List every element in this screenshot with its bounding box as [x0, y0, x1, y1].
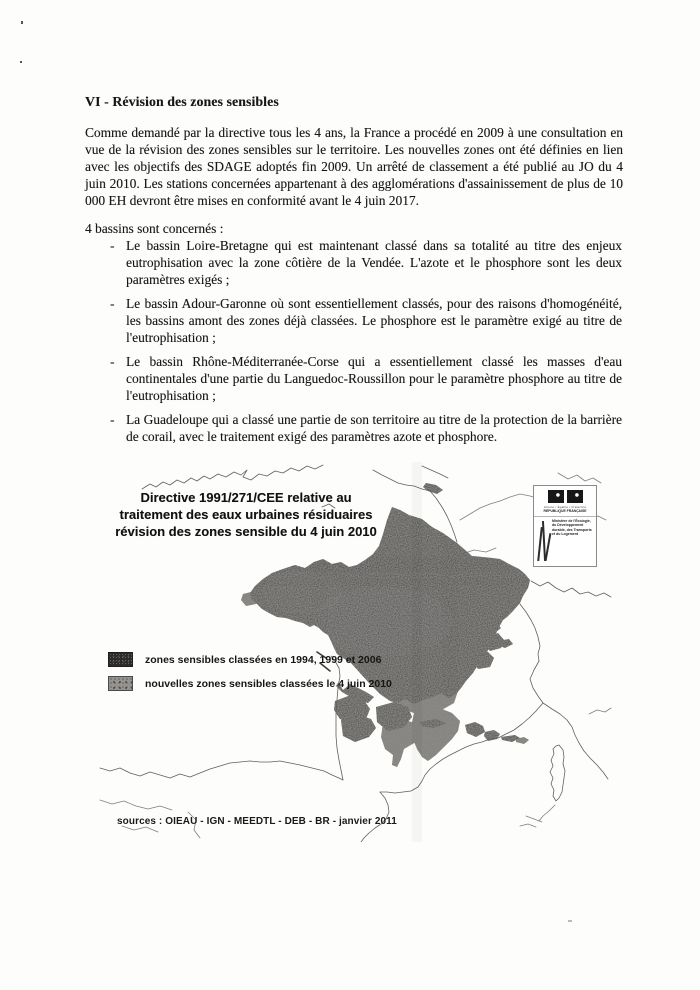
legend-row-new: [108, 676, 392, 691]
bullet-dash: -: [110, 412, 115, 427]
sardinia-line-3: [520, 824, 536, 827]
switzerland-border-north: [531, 581, 611, 597]
map-sources: sources : OIEAU - IGN - MEEDTL - DEB - BR - janvier 2011: [117, 816, 397, 827]
ministry-logo: [533, 485, 597, 567]
germany-line-1: [460, 494, 540, 520]
basin-list: [110, 237, 622, 452]
list-item-text: Le bassin Adour-Garonne où sont essentiellement classés, pour des raisons d'homogénéité, les bassins amont des zones déjà classées. Le phosphore est le paramètre exigé au titre de l'eutrophisation ;: [126, 296, 622, 345]
scan-speck: [568, 920, 572, 922]
list-item: [110, 295, 622, 346]
italy-border-alps: [530, 661, 543, 703]
marianne-flags-icon: [534, 490, 596, 503]
bullet-dash: -: [110, 296, 115, 311]
italy-inner-line: [589, 708, 611, 714]
zone-berre-1: [465, 722, 485, 737]
map-title: [98, 489, 394, 540]
flag-icon: [548, 490, 564, 503]
list-item: [110, 411, 622, 445]
map-legend: [108, 652, 392, 700]
logo-republic: RÉPUBLIQUE FRANÇAISE: [543, 508, 587, 513]
intro-paragraph: Comme demandé par la directive tous les 4 ans, la France a procédé en 2009 à une consultation en vue de la révision des zones sensibles sur le territoire. Les nouvelles zones ont été définies en lien avec les objectifs des SDAGE adoptés fin 2009. Un arrêté de classement a été publié au JO du 4 juin 2010. Les stations concernées appartenant à des agglomérations d'assainissement de plus de 10 000 EH devront être mises en conformité avant le 4 juin 2017.: [85, 125, 623, 209]
logo-motto: Liberté • Égalité • Fraternité: [543, 504, 587, 509]
flag-icon: [567, 490, 583, 503]
legend-label-new: nouvelles zones sensibles classées le 4 juin 2010: [145, 677, 392, 690]
zone-landes: [341, 715, 376, 742]
list-item: [110, 237, 622, 288]
ministry-block: [534, 516, 596, 563]
italy-coastline: [543, 703, 608, 779]
sardinia-line-2: [526, 816, 542, 822]
list-item-text: Le bassin Rhône-Méditerranée-Corse qui a essentiellement classé les masses d'eau continentales d'une partie du Languedoc-Roussillon pour le paramètre phosphore au titre de l'eutrophisation ;: [126, 354, 622, 403]
england-coastline: [142, 465, 323, 489]
zone-zeeland: [423, 483, 443, 494]
section-heading: VI - Révision des zones sensibles: [85, 94, 279, 110]
switzerland-border-west: [520, 604, 540, 661]
republique-francaise-logo: [534, 486, 596, 513]
legend-row-classified: [108, 652, 392, 667]
netherlands-coastline: [422, 466, 448, 478]
map-title-line1: Directive 1991/271/CEE relative au: [140, 490, 352, 505]
map-title-line3: révision des zones sensible du 4 juin 2010: [115, 524, 377, 539]
scan-speck: [21, 21, 23, 24]
list-item-text: La Guadeloupe qui a classé une partie de son territoire au titre de la protection de la barrière de corail, avec le traitement exigé des paramètres azote et phosphore.: [126, 412, 622, 444]
legend-swatch-classified: [108, 652, 133, 667]
corsica-outline: [550, 745, 565, 801]
sardinia-line-1: [539, 805, 555, 821]
spain-inner-line-1: [100, 800, 172, 810]
scan-speck: [20, 61, 22, 63]
zone-berre-2: [484, 730, 500, 741]
bullet-dash: -: [110, 354, 115, 369]
list-item-text: Le bassin Loire-Bretagne qui est maintenant classé dans sa totalité au titre des enjeux eutrophisation avec la zone côtière de la Vendée. L'azote et le phosphore sont les deux paramètres exigés ;: [126, 238, 622, 287]
scan-band: [412, 462, 422, 842]
grass-strokes-icon: [537, 519, 549, 563]
bullet-dash: -: [110, 238, 115, 253]
list-item: [110, 353, 622, 404]
biscay-spain-coastline: [100, 761, 343, 780]
legend-swatch-new: [108, 676, 133, 691]
legend-label-classified: zones sensibles classées en 1994, 1999 et 2006: [145, 653, 382, 666]
france-sensitive-zones-map: [92, 462, 612, 842]
coast-fragment-ne: [558, 473, 601, 483]
map-title-line2: traitement des eaux urbaines résiduaires: [119, 507, 373, 522]
ministry-name: Ministère de l'Écologie, du Développement durable, des Transports et du Logement: [552, 518, 592, 537]
list-intro: 4 bassins sont concernés :: [85, 221, 224, 237]
